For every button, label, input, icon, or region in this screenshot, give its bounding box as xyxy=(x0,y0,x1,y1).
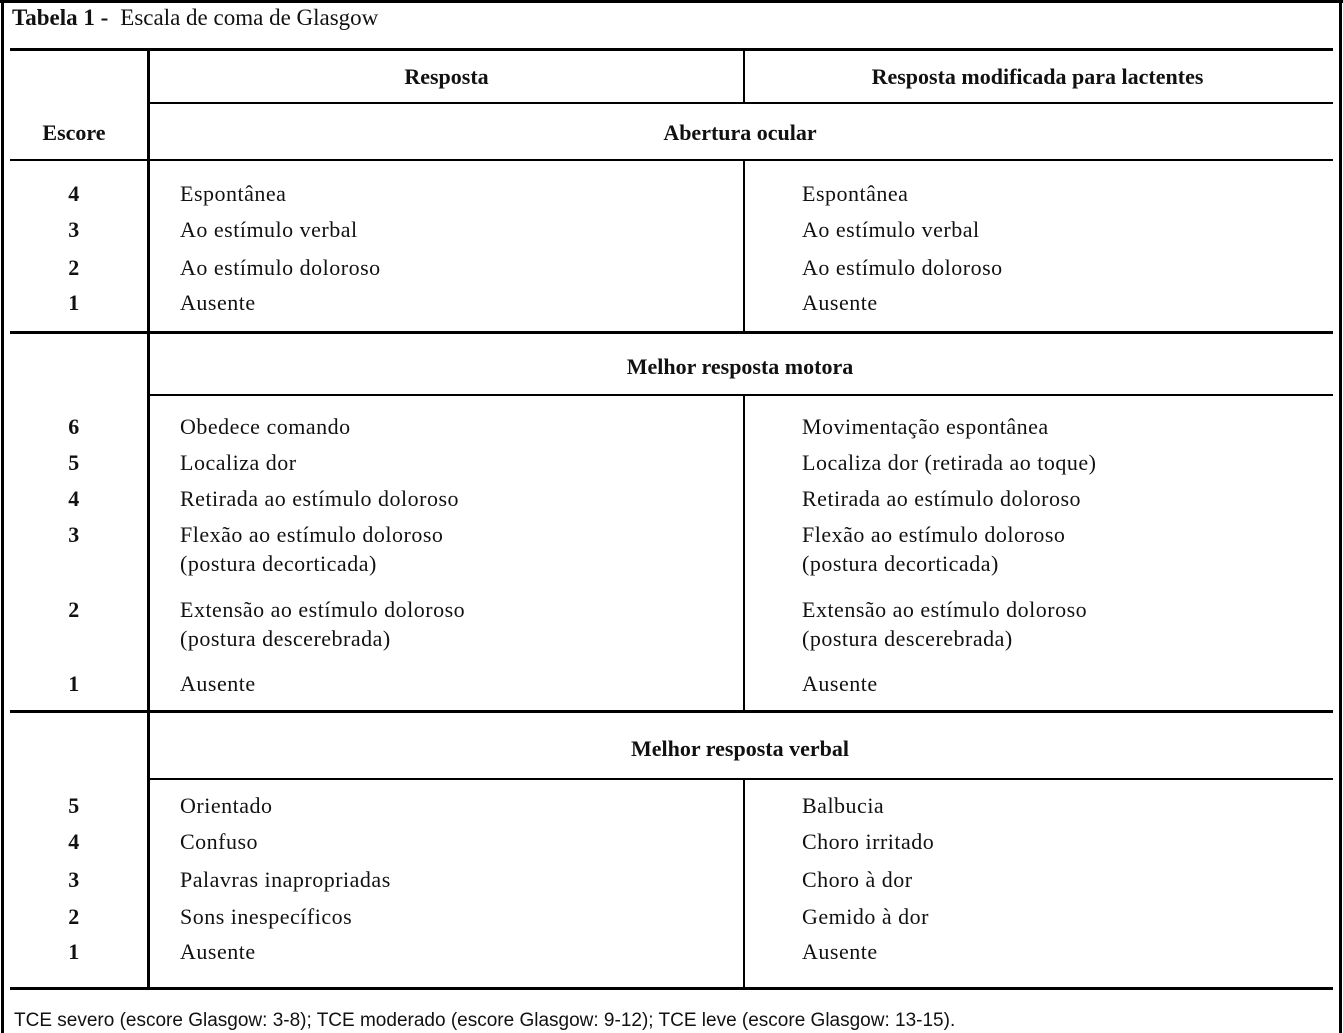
rule-top xyxy=(10,48,1333,51)
rule-section2-head xyxy=(148,394,1333,396)
infant-response-cell: Choro irritado xyxy=(802,829,935,854)
response-cell: Localiza dor xyxy=(180,450,297,475)
score-cell: 3 xyxy=(68,217,80,242)
infant-response-cell: Ao estímulo verbal xyxy=(802,217,980,242)
score-cell: 4 xyxy=(68,829,80,854)
response-line-2: (postura descerebrada) xyxy=(180,626,391,651)
score-cell: 6 xyxy=(68,414,80,439)
infant-response-cell: Localiza dor (retirada ao toque) xyxy=(802,450,1097,475)
score-cell: 2 xyxy=(68,255,80,280)
response-cell xyxy=(180,597,465,652)
score-cell: 3 xyxy=(68,867,80,892)
response-cell: Ausente xyxy=(180,290,256,315)
rule-section3-divider xyxy=(743,779,745,988)
infant-response-line-2: (postura descerebrada) xyxy=(802,626,1013,651)
infant-response-cell: Gemido à dor xyxy=(802,904,929,929)
score-cell: 5 xyxy=(68,450,80,475)
infant-response-cell: Ao estímulo doloroso xyxy=(802,255,1003,280)
score-cell: 1 xyxy=(68,290,80,315)
infant-response-cell: Ausente xyxy=(802,939,878,964)
infant-response-cell xyxy=(802,597,1087,652)
score-cell: 2 xyxy=(68,904,80,929)
rule-header-bottom xyxy=(148,102,1333,104)
response-cell: Ao estímulo doloroso xyxy=(180,255,381,280)
response-cell: Ausente xyxy=(180,939,256,964)
response-cell: Confuso xyxy=(180,829,259,854)
response-cell: Ausente xyxy=(180,671,256,696)
section-heading-eye-opening: Abertura ocular xyxy=(663,120,817,145)
score-cell: 4 xyxy=(68,486,80,511)
score-cell: 1 xyxy=(68,939,80,964)
infant-response-cell: Balbucia xyxy=(802,793,885,818)
response-cell: Espontânea xyxy=(180,181,287,206)
response-cell: Orientado xyxy=(180,793,273,818)
infant-response-cell: Ausente xyxy=(802,671,878,696)
score-cell: 4 xyxy=(68,181,80,206)
infant-response-cell: Movimentação espontânea xyxy=(802,414,1049,439)
score-cell: 2 xyxy=(68,597,80,622)
rule-section1-head xyxy=(10,159,1333,161)
column-header-score: Escore xyxy=(42,120,106,145)
response-cell: Ao estímulo verbal xyxy=(180,217,358,242)
frame-border-right xyxy=(1339,0,1342,1033)
rule-section2-divider xyxy=(743,395,745,711)
response-line-2: (postura decorticada) xyxy=(180,551,377,576)
rule-section2-end xyxy=(10,710,1333,713)
infant-response-line-1: Extensão ao estímulo doloroso xyxy=(802,597,1088,622)
column-header-response: Resposta xyxy=(404,64,489,89)
score-cell: 5 xyxy=(68,793,80,818)
rule-section3-head xyxy=(148,778,1333,780)
infant-response-cell: Ausente xyxy=(802,290,878,315)
response-line-1: Flexão ao estímulo doloroso xyxy=(180,522,444,547)
table-footnote: TCE severo (escore Glasgow: 3-8); TCE moderado (escore Glasgow: 9-12); TCE leve (escore Glasgow: 13-15). xyxy=(14,1010,956,1031)
response-cell: Retirada ao estímulo doloroso xyxy=(180,486,460,511)
rule-section1-end xyxy=(10,331,1333,334)
rule-bottom xyxy=(10,987,1333,990)
table-label: Tabela 1 - xyxy=(12,5,109,30)
table-caption xyxy=(12,5,378,31)
score-cell: 3 xyxy=(68,522,80,547)
response-cell: Palavras inapropriadas xyxy=(180,867,391,892)
response-cell: Obedece comando xyxy=(180,414,351,439)
response-cell xyxy=(180,522,443,577)
infant-response-cell: Espontânea xyxy=(802,181,909,206)
infant-response-line-2: (postura decorticada) xyxy=(802,551,999,576)
infant-response-line-1: Flexão ao estímulo doloroso xyxy=(802,522,1066,547)
infant-response-cell: Retirada ao estímulo doloroso xyxy=(802,486,1082,511)
score-cell: 1 xyxy=(68,671,80,696)
table-title: Escala de coma de Glasgow xyxy=(120,5,379,30)
rule-section1-divider xyxy=(743,160,745,332)
section-heading-motor-response: Melhor resposta motora xyxy=(626,354,854,379)
frame-border-top xyxy=(0,0,1343,3)
response-cell: Sons inespecíficos xyxy=(180,904,353,929)
section-heading-verbal-response: Melhor resposta verbal xyxy=(631,736,849,761)
infant-response-cell: Choro à dor xyxy=(802,867,913,892)
response-line-1: Extensão ao estímulo doloroso xyxy=(180,597,466,622)
column-header-infant-response: Resposta modificada para lactentes xyxy=(871,64,1204,89)
infant-response-cell xyxy=(802,522,1065,577)
